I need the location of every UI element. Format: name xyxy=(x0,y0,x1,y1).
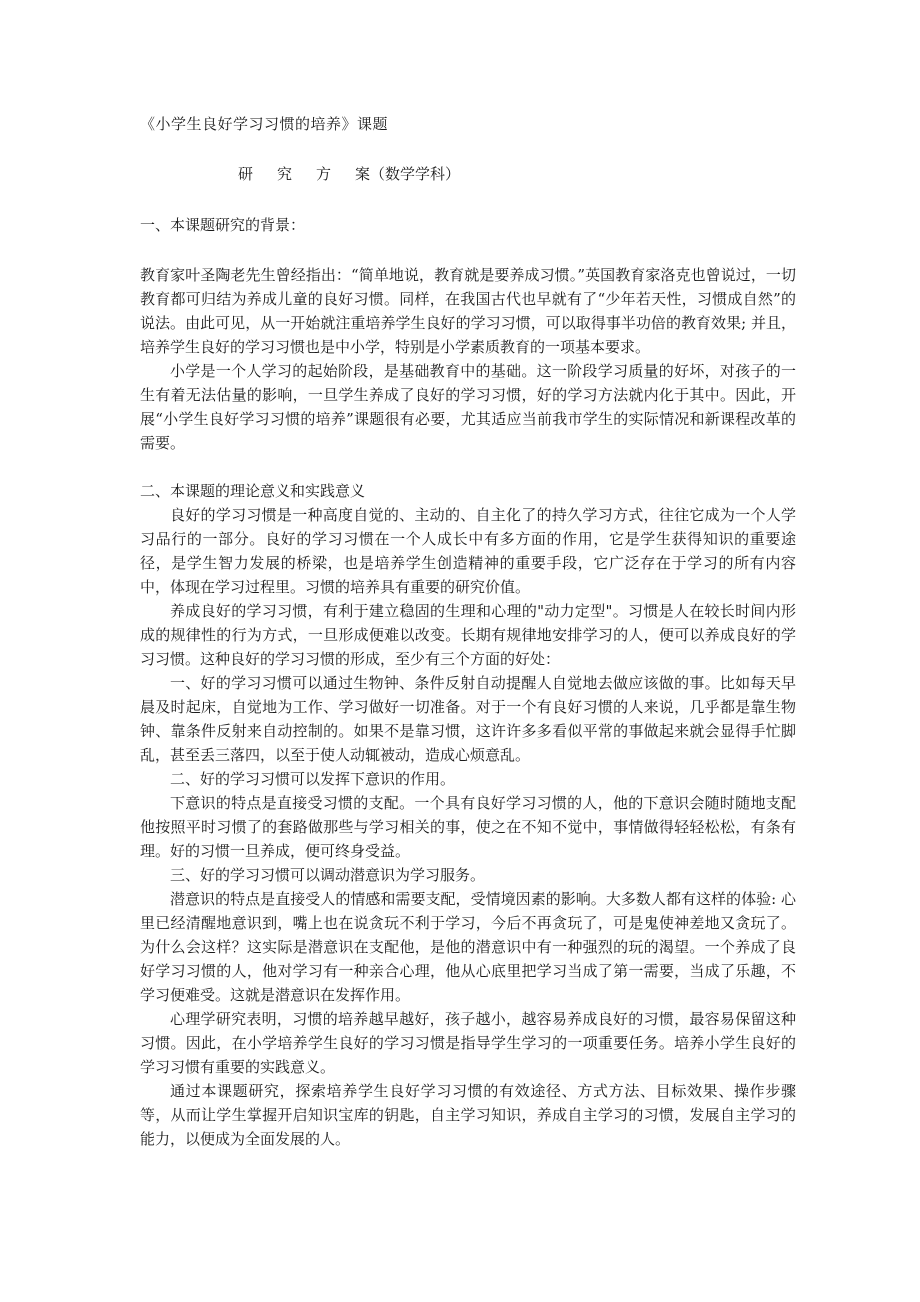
subtitle-char: 案（数学学科） xyxy=(355,165,461,183)
section-significance xyxy=(140,479,796,1151)
section-background xyxy=(140,213,796,455)
subtitle-char: 究 xyxy=(277,165,293,183)
paragraph: 养成良好的学习习惯，有利于建立稳固的生理和心理的"动力定型"。习惯是人在较长时间内形成的规律性的行为方式，一旦形成便难以改变。长期有规律地安排学习的人，便可以养成良好的学习习惯。这种良好的学习习惯的形成，至少有三个方面的好处： xyxy=(140,602,796,668)
paragraph: 良好的学习习惯是一种高度自觉的、主动的、自主化了的持久学习方式，往往它成为一个人学习品行的一部分。良好的学习习惯在一个人成长中有多方面的作用，它是学生获得知识的重要途径，是学生智力发展的桥梁，也是培养学生创造精神的重要手段，它广泛存在于学习的所有内容中，体现在学习过程里。习惯的培养具有重要的研究价值。 xyxy=(140,506,796,596)
document-title: 《小学生良好学习习惯的培养》课题 xyxy=(140,115,389,133)
paragraph: 小学是一个人学习的起始阶段，是基础教育中的基础。这一阶段学习质量的好坏，对孩子的一生有着无法估量的影响，一旦学生养成了良好的学习习惯，好的学习方法就内化于其中。因此，开展“小学生良好学习习惯的培养”课题很有必要，尤其适应当前我市学生的实际情况和新课程改革的需要。 xyxy=(140,362,796,452)
document-subtitle xyxy=(238,162,796,186)
paragraph: 二、好的学习习惯可以发挥下意识的作用。 xyxy=(170,770,456,788)
paragraph: 潜意识的特点是直接受人的情感和需要支配，受情境因素的影响。大多数人都有这样的体验: 心里已经清醒地意识到，嘴上也在说贪玩不利于学习，今后不再贪玩了，可是鬼使神差地又贪玩了。为什么会这样？这实际是潜意识在支配他，是他的潜意识中有一种强烈的玩的渴望。一个养成了良好学习习惯的人，他对学习有一种亲合心理，他从心底里把学习当成了第一需要，当成了乐趣，不学习便难受。这就是潜意识在发挥作用。 xyxy=(140,890,796,1004)
paragraph: 教育家叶圣陶老先生曾经指出：“简单地说，教育就是要养成习惯。”英国教育家洛克也曾说过，一切教育都可归结为养成儿童的良好习惯。同样，在我国古代也早就有了“少年若天性，习惯成自然”的说法。由此可见，从一开始就注重培养学生良好的学习习惯，可以取得事半功倍的教育效果; 并且，培养学生良好的学习习惯也是中小学，特别是小学素质教育的一项基本要求。 xyxy=(140,266,796,356)
subtitle-char: 方 xyxy=(316,165,332,183)
paragraph: 下意识的特点是直接受习惯的支配。一个具有良好学习习惯的人，他的下意识会随时随地支配他按照平时习惯了的套路做那些与学习相关的事，使之在不知不觉中，事情做得轻轻松松，有条有理。好的习惯一旦养成，便可终身受益。 xyxy=(140,794,796,860)
paragraph: 三、好的学习习惯可以调动潜意识为学习服务。 xyxy=(170,866,486,884)
document-body xyxy=(140,112,796,1151)
subtitle-char: 研 xyxy=(238,165,254,183)
paragraph: 一、好的学习习惯可以通过生物钟、条件反射自动提醒人自觉地去做应该做的事。比如每天早晨及时起床，自觉地为工作、学习做好一切准备。对于一个有良好习惯的人来说，几乎都是靠生物钟、靠条件反射来自动控制的。如果不是靠习惯，这许许多多看似平常的事做起来就会显得手忙脚乱，甚至丢三落四，以至于使人动辄被动，造成心烦意乱。 xyxy=(140,674,796,764)
paragraph: 通过本课题研究，探索培养学生良好学习习惯的有效途径、方式方法、目标效果、操作步骤等，从而让学生掌握开启知识宝库的钥匙，自主学习知识，养成自主学习的习惯，发展自主学习的能力，以便成为全面发展的人。 xyxy=(140,1082,796,1148)
section-heading: 一、本课题研究的背景： xyxy=(140,216,306,234)
section-heading: 二、本课题的理论意义和实践意义 xyxy=(140,482,366,500)
paragraph: 心理学研究表明，习惯的培养越早越好，孩子越小，越容易养成良好的习惯，最容易保留这种习惯。因此，在小学培养学生良好的学习习惯是指导学生学习的一项重要任务。培养小学生良好的学习习惯有重要的实践意义。 xyxy=(140,1010,796,1076)
